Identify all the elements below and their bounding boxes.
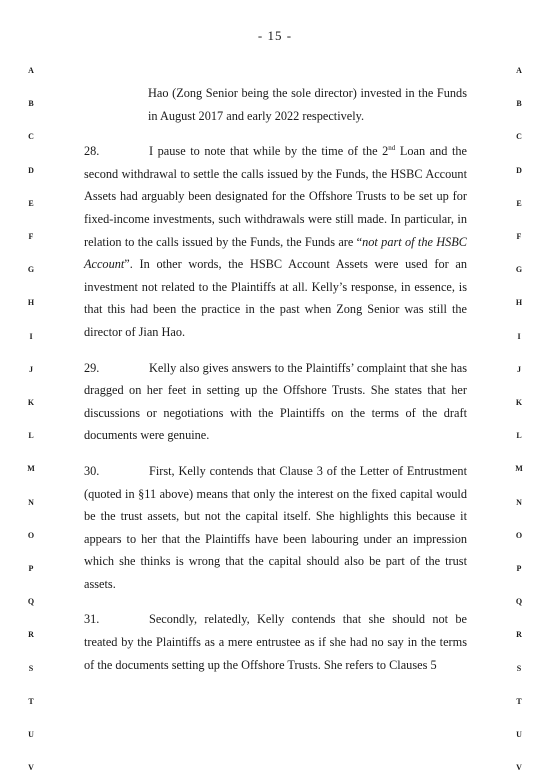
margin-letter: N: [516, 497, 522, 507]
margin-letter: Q: [27, 597, 35, 607]
margin-letter: R: [516, 630, 522, 640]
margin-letter: K: [27, 398, 35, 407]
margin-letter: Q: [515, 597, 523, 607]
margin-letter: G: [27, 265, 35, 275]
paragraph-text: ”. In other words, the HSBC Account Assets were used for an investment not related to the Plaintiffs at all. Kelly’s response, in essence, is that this had been the practice in the past when Zong Senior was still the director of Jian Hao.: [84, 257, 467, 339]
margin-letter: O: [515, 530, 523, 540]
margin-letter: H: [27, 298, 35, 308]
margin-letter: F: [516, 232, 522, 241]
margin-letter: E: [28, 198, 34, 208]
paragraph-29: [84, 357, 467, 447]
margin-letter: E: [516, 198, 522, 208]
margin-letter: B: [28, 99, 34, 109]
margin-letter: J: [517, 364, 521, 374]
margin-letter: D: [28, 165, 34, 175]
right-margin-letters: [512, 0, 532, 777]
margin-letter: U: [516, 730, 522, 739]
margin-letter: H: [515, 298, 523, 308]
margin-letter: T: [28, 696, 34, 706]
paragraph-30: [84, 460, 467, 596]
paragraph-number: 29.: [84, 360, 100, 375]
margin-letter: I: [517, 331, 521, 341]
margin-letter: V: [516, 763, 522, 773]
margin-letter: B: [516, 99, 522, 109]
paragraph-continuation: Hao (Zong Senior being the sole director) invested in the Funds in August 2017 and early 2022 respectively.: [148, 86, 467, 123]
margin-letter: C: [516, 132, 522, 142]
margin-letter: D: [516, 165, 522, 175]
margin-letter: U: [28, 730, 34, 739]
paragraph-text: I pause to note that while by the time of the 2: [149, 144, 389, 159]
margin-letter: G: [515, 265, 523, 275]
paragraph-number: 28.: [84, 144, 100, 159]
margin-letter: J: [29, 364, 33, 374]
margin-letter: S: [28, 663, 34, 673]
quoted-phrase: not part of the HSBC Account: [84, 234, 468, 272]
paragraph-text: First, Kelly contends that Clause 3 of the Letter of Entrustment (quoted in §11 above) means that only the interest on the fixed capital would be the trust assets, but not the capital itself. She highlights this because it appears to her that the Plaintiffs have been labouring under an impression which she thinks is wrong that the capital should also be part of the trust assets.: [84, 463, 467, 591]
page-number: - 15 -: [257, 28, 293, 43]
margin-letter: A: [516, 66, 522, 75]
paragraph-31: [84, 608, 467, 676]
margin-letter: M: [27, 464, 35, 474]
margin-letter: L: [516, 431, 522, 441]
margin-letter: F: [28, 232, 34, 241]
margin-letter: S: [516, 663, 522, 673]
margin-letter: A: [28, 66, 34, 75]
paragraph-number: 30.: [84, 463, 100, 478]
margin-letter: R: [28, 630, 34, 640]
margin-letter: T: [516, 696, 522, 706]
margin-letter: L: [28, 431, 34, 441]
margin-letter: M: [515, 464, 523, 474]
margin-letter: O: [27, 530, 35, 540]
paragraph-text: Loan and the second withdrawal to settle the calls issued by the Funds, the HSBC Account Assets had arguably been designated for the Offshore Trusts to be set up for fixed-income investments, such withdrawals were still made. In particular, in relation to the calls issued by the Funds, the Funds are “: [84, 144, 467, 249]
margin-letter: P: [516, 564, 522, 573]
margin-letter: V: [28, 763, 34, 773]
margin-letter: I: [29, 331, 33, 341]
paragraph-number: 31.: [84, 612, 100, 627]
paragraph-text: Kelly also gives answers to the Plaintiffs’ complaint that she has dragged on her feet in setting up the Offshore Trusts. She states that her discussions or negotiations with the Plaintiffs on the terms of the draft documents were genuine.: [84, 360, 467, 443]
margin-letter: K: [515, 398, 523, 407]
margin-letter: N: [28, 497, 34, 507]
margin-letter: P: [28, 564, 34, 573]
document-body: [84, 82, 467, 689]
left-margin-letters: [24, 0, 44, 777]
superscript-ordinal: nd: [388, 144, 396, 153]
paragraph-text: Secondly, relatedly, Kelly contends that she should not be treated by the Plaintiffs as a mere entrustee as if she had no say in the terms of the documents setting up the Offshore Trusts. She refers to Clauses 5: [84, 612, 467, 672]
paragraph-28: [84, 140, 467, 343]
margin-letter: C: [28, 132, 34, 142]
